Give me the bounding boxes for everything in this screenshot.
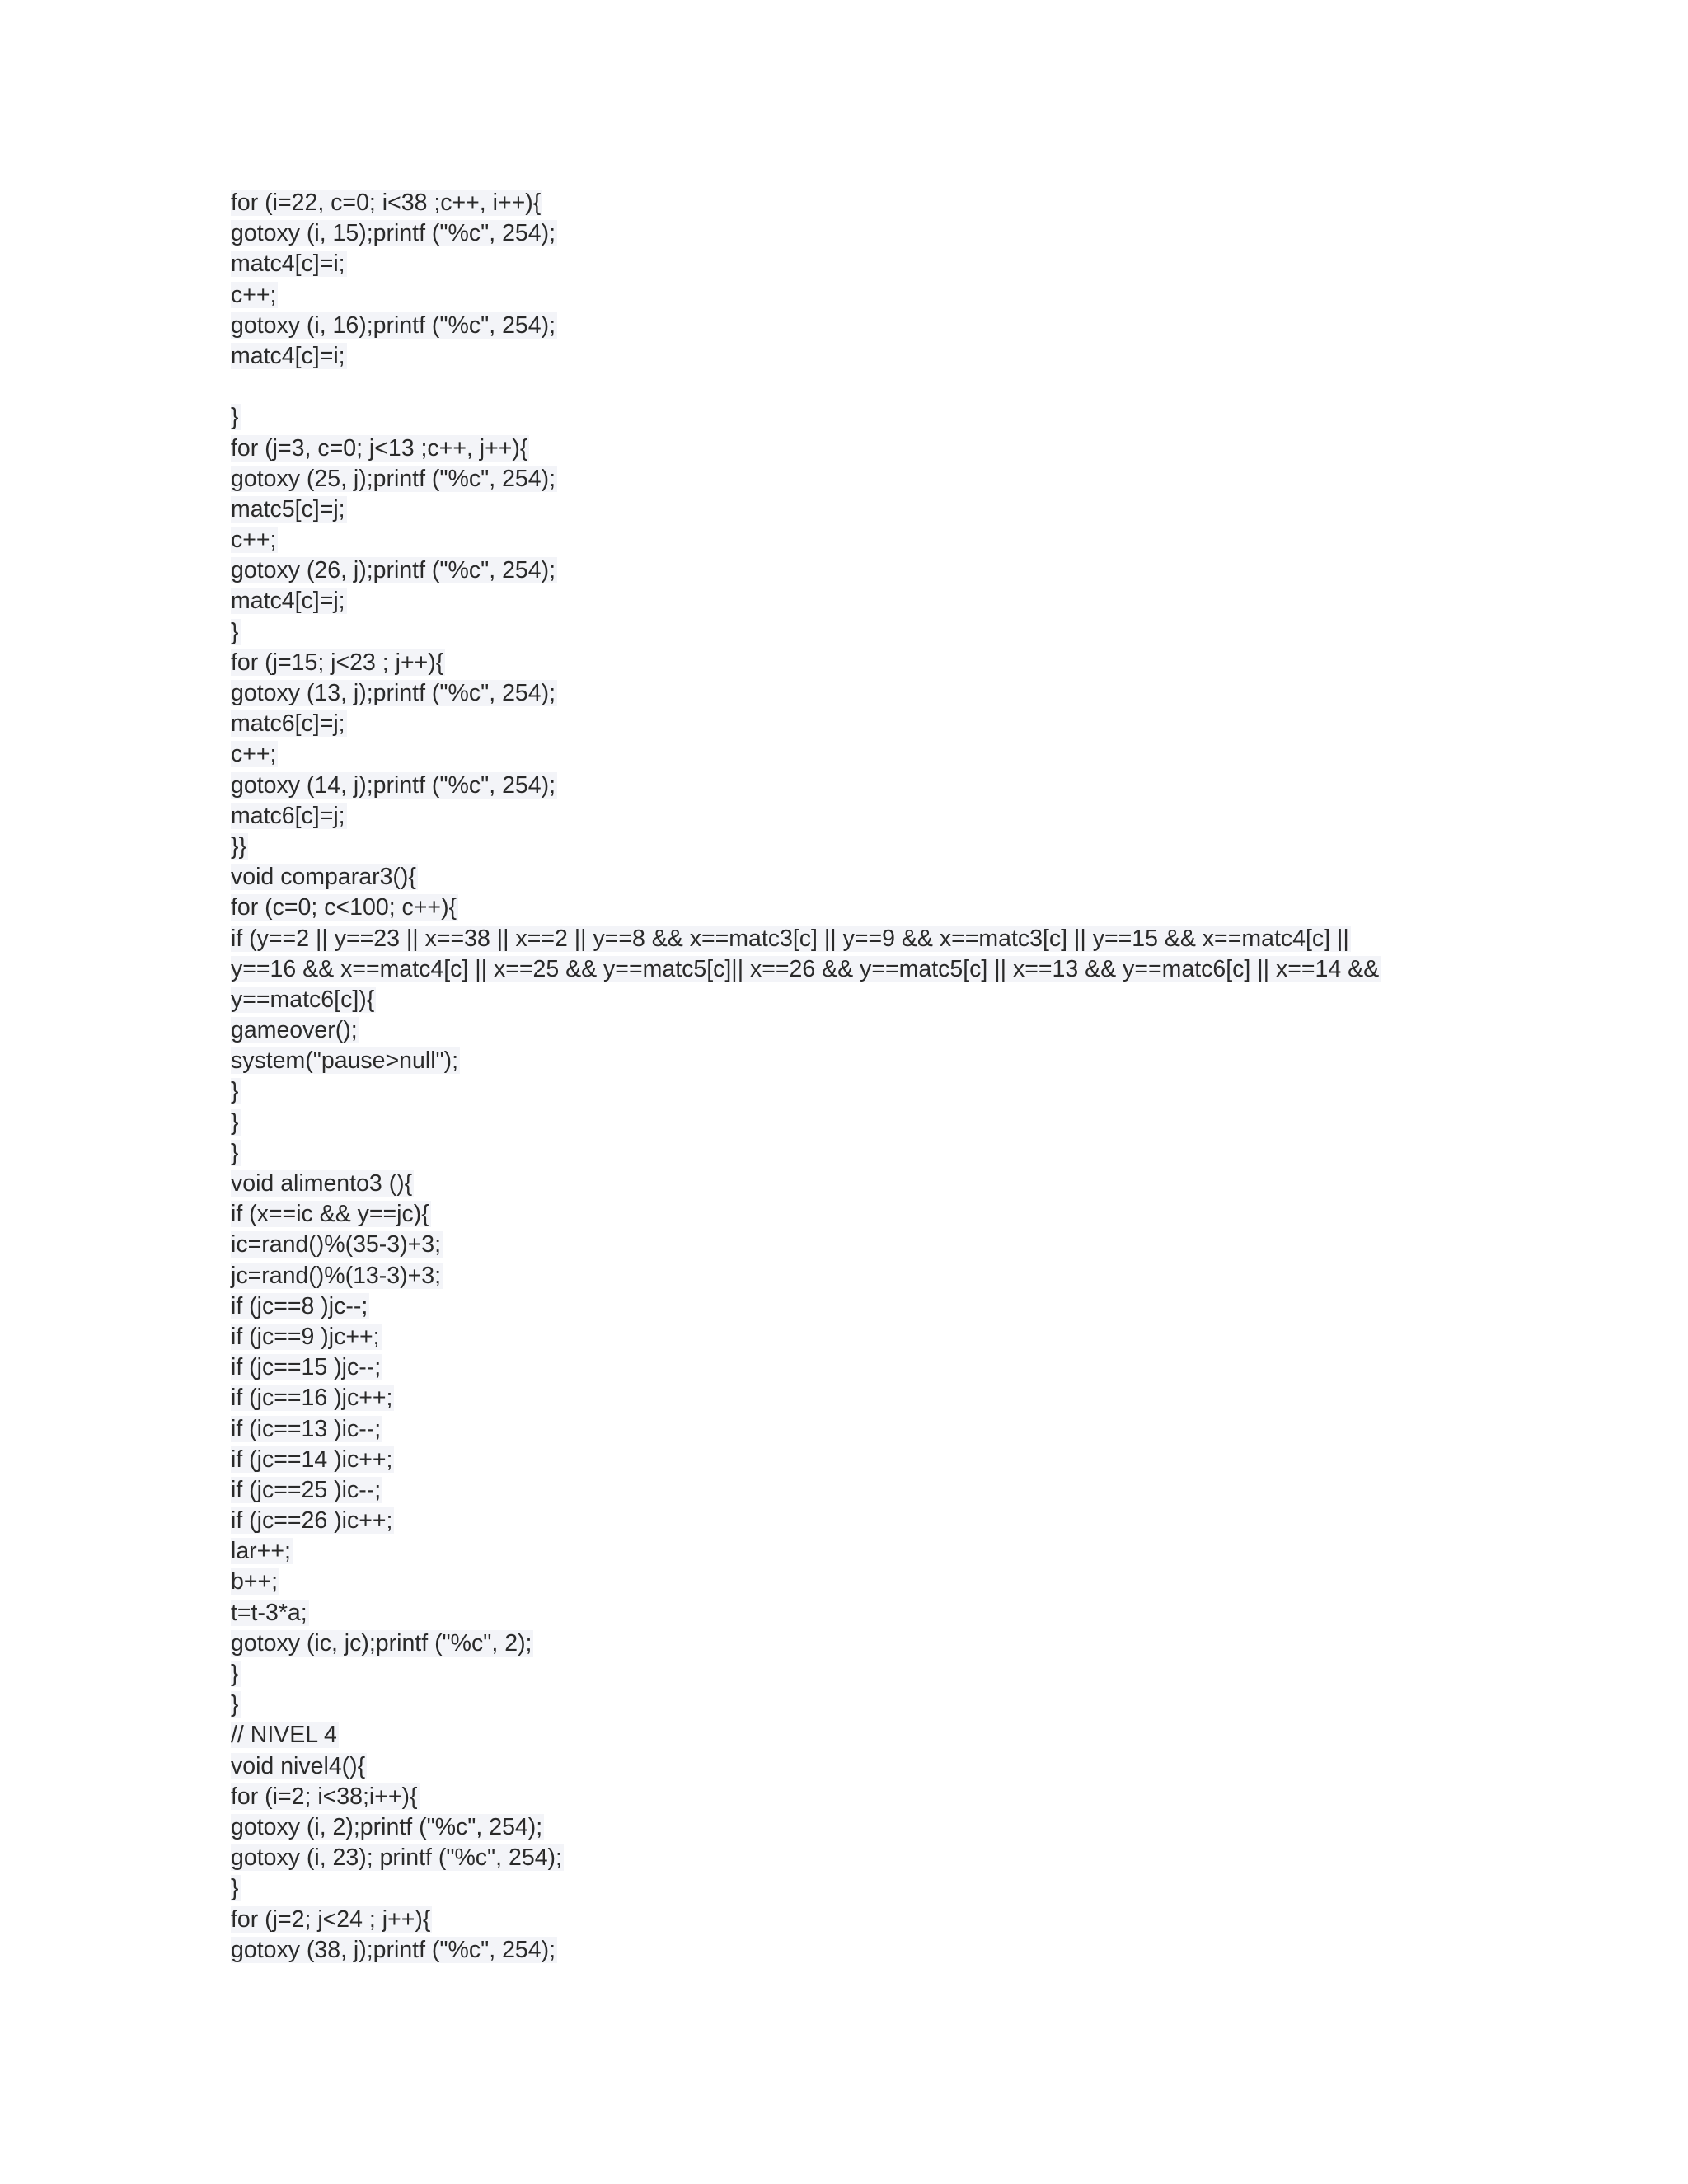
code-line-text: gotoxy (13, j);printf ("%c", 254); — [231, 680, 556, 706]
code-line — [231, 1873, 1467, 1904]
code-line-text: if (jc==25 )ic--; — [231, 1476, 382, 1503]
code-line — [231, 1046, 1467, 1076]
code-line — [231, 434, 1467, 464]
code-line-text: }} — [231, 832, 247, 860]
code-line — [231, 586, 1467, 616]
code-line-text: c++; — [231, 281, 277, 308]
code-line — [231, 954, 1467, 985]
code-line — [231, 862, 1467, 893]
code-line — [231, 1506, 1467, 1536]
code-line-text: } — [231, 1108, 239, 1136]
code-line — [231, 617, 1467, 648]
code-line-text: if (jc==9 )jc++; — [231, 1323, 380, 1350]
code-line-text: if (y==2 || y==23 || x==38 || x==2 || y==8 && x==matc3[c] || y==9 && x==matc3[c] || y==15 && x==matc4[c] || — [231, 925, 1349, 952]
code-line — [231, 678, 1467, 709]
code-line — [231, 709, 1467, 739]
code-line — [231, 1138, 1467, 1169]
code-line — [231, 1383, 1467, 1413]
code-line-text: ic=rand()%(35-3)+3; — [231, 1231, 442, 1258]
code-line-text: for (j=2; j<24 ; j++){ — [231, 1905, 431, 1933]
code-listing — [231, 188, 1467, 1966]
code-line-text: } — [231, 1691, 239, 1718]
code-line — [231, 1322, 1467, 1352]
code-line-text: lar++; — [231, 1538, 291, 1565]
code-line — [231, 1567, 1467, 1597]
code-line — [231, 1536, 1467, 1567]
code-line-text: c++; — [231, 527, 277, 554]
code-line-text: matc6[c]=j; — [231, 802, 345, 829]
code-line — [231, 494, 1467, 525]
code-line-text: system("pause>null"); — [231, 1047, 459, 1075]
code-line — [231, 1812, 1467, 1843]
code-line-text: gotoxy (i, 16);printf ("%c", 254); — [231, 312, 556, 339]
code-line-text: matc6[c]=j; — [231, 710, 345, 738]
code-line — [231, 1169, 1467, 1199]
code-line — [231, 1414, 1467, 1445]
code-line-text: for (c=0; c<100; c++){ — [231, 894, 457, 921]
code-line — [231, 249, 1467, 279]
code-line-text: gotoxy (25, j);printf ("%c", 254); — [231, 465, 556, 492]
code-line-text: gotoxy (26, j);printf ("%c", 254); — [231, 557, 556, 584]
code-line-text: matc5[c]=j; — [231, 495, 345, 523]
code-line-text: matc4[c]=i; — [231, 251, 345, 278]
code-line-text: } — [231, 1661, 239, 1687]
code-line — [231, 1751, 1467, 1782]
code-line — [231, 1475, 1467, 1506]
code-line-text: jc=rand()%(13-3)+3; — [231, 1262, 442, 1289]
code-line-text: for (i=2; i<38;i++){ — [231, 1783, 418, 1810]
code-line — [231, 1935, 1467, 1966]
code-line — [231, 311, 1467, 341]
code-line-text: if (jc==16 )jc++; — [231, 1385, 393, 1412]
code-line — [231, 402, 1467, 433]
code-line-text: void comparar3(){ — [231, 864, 416, 891]
code-line-text: if (ic==13 )ic--; — [231, 1415, 382, 1442]
code-line-text: matc4[c]=j; — [231, 588, 345, 615]
code-line-text: matc4[c]=i; — [231, 342, 345, 369]
code-line — [231, 341, 1467, 372]
code-line-text: y==matc6[c]){ — [231, 986, 375, 1013]
code-line — [231, 1659, 1467, 1690]
code-line — [231, 1352, 1467, 1383]
code-line-text: y==16 && x==matc4[c] || x==25 && y==matc5[c]|| x==26 && y==matc5[c] || x==13 && y==matc6[c] || x==14 && — [231, 955, 1380, 982]
code-line-text: gotoxy (i, 23); printf ("%c", 254); — [231, 1844, 562, 1872]
code-line — [231, 464, 1467, 494]
code-line — [231, 1598, 1467, 1629]
code-line-text: gotoxy (14, j);printf ("%c", 254); — [231, 771, 556, 799]
code-line-text: b++; — [231, 1568, 279, 1596]
code-line — [231, 555, 1467, 586]
code-line-text: gotoxy (i, 15);printf ("%c", 254); — [231, 220, 556, 247]
code-line — [231, 280, 1467, 311]
code-line — [231, 1261, 1467, 1291]
code-line-text: } — [231, 1875, 239, 1902]
code-line-text: gotoxy (i, 2);printf ("%c", 254); — [231, 1813, 543, 1840]
code-line — [231, 1782, 1467, 1812]
code-line-text: if (jc==14 )ic++; — [231, 1446, 393, 1473]
code-line — [231, 1199, 1467, 1230]
code-line-text: if (jc==15 )jc--; — [231, 1354, 382, 1381]
code-line-text: if (x==ic && y==jc){ — [231, 1201, 429, 1228]
code-line — [231, 188, 1467, 218]
code-line — [231, 924, 1467, 954]
code-line — [231, 648, 1467, 678]
code-line — [231, 1230, 1467, 1260]
code-line — [231, 801, 1467, 832]
code-line-text: gameover(); — [231, 1017, 358, 1044]
code-line-text — [231, 373, 232, 400]
code-line — [231, 985, 1467, 1015]
code-line — [231, 1720, 1467, 1750]
code-line-text: void nivel4(){ — [231, 1752, 366, 1779]
code-line — [231, 218, 1467, 249]
code-line — [231, 832, 1467, 862]
code-line-text: for (j=15; j<23 ; j++){ — [231, 649, 444, 676]
code-line-text: void alimento3 (){ — [231, 1170, 413, 1197]
code-line — [231, 525, 1467, 555]
code-line — [231, 1445, 1467, 1475]
code-line-text: } — [231, 1078, 239, 1105]
code-line — [231, 739, 1467, 770]
code-line-text: } — [231, 1139, 239, 1166]
code-line — [231, 771, 1467, 801]
code-line — [231, 1690, 1467, 1720]
code-line-text: for (j=3, c=0; j<13 ;c++, j++){ — [231, 434, 528, 462]
code-line-text: if (jc==26 )ic++; — [231, 1507, 393, 1535]
code-line-text: gotoxy (38, j);printf ("%c", 254); — [231, 1936, 556, 1963]
code-line — [231, 1629, 1467, 1659]
code-line — [231, 1843, 1467, 1873]
code-line — [231, 1108, 1467, 1138]
code-line-text: gotoxy (ic, jc);printf ("%c", 2); — [231, 1629, 532, 1657]
code-line-text: if (jc==8 )jc--; — [231, 1292, 368, 1319]
code-line-text: } — [231, 618, 239, 645]
code-line-text: } — [231, 404, 239, 431]
code-line-text: c++; — [231, 741, 277, 768]
code-line-text: // NIVEL 4 — [231, 1722, 337, 1749]
code-line — [231, 1291, 1467, 1322]
code-line — [231, 1015, 1467, 1046]
code-line — [231, 1905, 1467, 1935]
code-line — [231, 1076, 1467, 1107]
code-line-text: t=t-3*a; — [231, 1599, 307, 1626]
code-line — [231, 372, 1467, 402]
code-line-text: for (i=22, c=0; i<38 ;c++, i++){ — [231, 190, 542, 216]
code-line — [231, 893, 1467, 923]
